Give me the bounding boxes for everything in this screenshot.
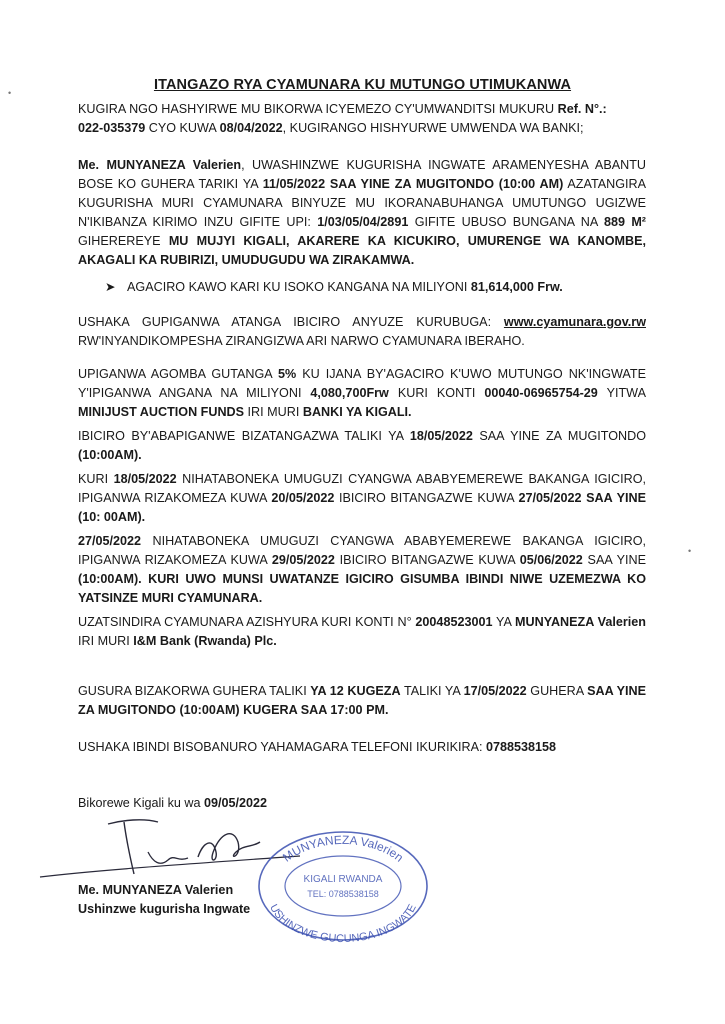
- deposit-amount: 4,080,700Frw: [310, 386, 389, 400]
- plot-area: 889 M²: [603, 215, 647, 229]
- text: KURI KONTI: [388, 386, 485, 400]
- text: YA: [492, 615, 516, 629]
- text: TALIKI YA: [400, 684, 464, 698]
- payment-account-number: 20048523001: [415, 615, 493, 629]
- scan-speck: •: [688, 546, 692, 556]
- text: KUGIRA NGO HASHYIRWE MU BIKORWA ICYEMEZO CY'UMWANDITSI MUKURU: [78, 102, 558, 116]
- paragraph-reference: [78, 100, 646, 138]
- text: YITWA: [597, 386, 646, 400]
- reference-label: Ref. N°.:: [557, 102, 607, 116]
- svg-text:MUNYANEZA Valerien: [280, 833, 406, 865]
- signoff-place: Bikorewe Kigali ku wa: [78, 796, 204, 810]
- payment-bank: I&M Bank (Rwanda) Plc.: [133, 634, 277, 648]
- text: KU IJANA BY'AGACIRO K'UWO MUTUNGO NK'INGWATE Y'IPIGANWA ANGANA NA MILIYONI: [78, 367, 646, 400]
- results-date: 18/05/2022: [409, 429, 473, 443]
- text: UZATSINDIRA CYAMUNARA AZISHYURA KURI KONTI N°: [78, 615, 416, 629]
- signer-block: [78, 881, 250, 919]
- text: RW'INYANDIKOMPESHA ZIRANGIZWA ARI NARWO CYAMUNARA IBERAHO.: [78, 334, 525, 348]
- official-stamp: [254, 826, 432, 944]
- stamp-top-text: MUNYANEZA Valerien: [280, 832, 407, 865]
- text: , KUGIRANGO HISHYURWE UMWENDA WA BANKI;: [282, 121, 584, 135]
- text: AZATANGIRA KUGURISHA MURI CYAMUNARA BINYUZE MU IKORANABUHANGA UMUTUNGO UGIZWE N'IKIBANZA KIRIMO INZU GIFITE UPI:: [78, 177, 646, 229]
- text: IBICIRO BITANGAZWE KUWA: [334, 491, 519, 505]
- stamp-bottom-text: USHINZWE GUCUNGA INGWATE: [267, 902, 419, 944]
- text: GIFITE UBUSO BUNGANA NA: [408, 215, 604, 229]
- visit-period: YA 12 KUGEZA: [310, 684, 401, 698]
- paragraph-deposit: [78, 365, 646, 422]
- start-datetime: 11/05/2022 SAA YINE ZA MUGITONDO (10:00 AM): [262, 177, 564, 191]
- deposit-account-name: MINIJUST AUCTION FUNDS: [78, 405, 245, 419]
- text: IRI MURI: [78, 634, 134, 648]
- arrow-bullet-icon: ➤: [105, 280, 116, 294]
- paragraph-bidding-site: [78, 313, 646, 351]
- signoff-date: 09/05/2022: [204, 796, 268, 810]
- paragraph-results-date: [78, 427, 646, 465]
- text: GUSURA BIZAKORWA GUHERA TALIKI: [78, 684, 311, 698]
- signer-role: Ushinzwe kugurisha Ingwate: [78, 902, 251, 916]
- upi-number: 1/03/05/04/2891: [317, 215, 409, 229]
- auction-website-link[interactable]: www.cyamunara.gov.rw: [503, 315, 646, 329]
- text: GUHERA: [526, 684, 588, 698]
- market-value: 81,614,000 Frw.: [470, 280, 563, 294]
- text: GIHEREREYE: [78, 234, 169, 248]
- deposit-percentage: 5%: [278, 367, 297, 381]
- date: 20/05/2022: [271, 491, 335, 505]
- text: USHAKA GUPIGANWA ATANGA IBICIRO ANYUZE KURUBUGA:: [78, 315, 504, 329]
- paragraph-visits: [78, 682, 646, 720]
- text: SAA YINE ZA MUGITONDO: [472, 429, 646, 443]
- date: 27/05/2022 SAA YINE (10: 00AM).: [78, 491, 646, 524]
- deposit-account-number: 00040-06965754-29: [484, 386, 598, 400]
- date: 18/05/2022: [113, 472, 177, 486]
- signer-name: Me. MUNYANEZA Valerien: [78, 883, 234, 897]
- visit-hours: SAA YINE ZA MUGITONDO (10:00AM) KUGERA SAA 17:00 PM.: [78, 684, 646, 717]
- date: 27/05/2022: [78, 534, 142, 548]
- text: IRI MURI: [244, 405, 303, 419]
- text: NIHATABONEKA UMUGUZI CYANGWA ABABYEMEREWE BAKANGA IGICIRO, IPIGANWA RIZAKOMEZA KUWA: [78, 534, 646, 567]
- payee-name: MUNYANEZA Valerien: [515, 615, 646, 629]
- text: KURI: [78, 472, 114, 486]
- reference-number: 022-035379: [78, 121, 146, 135]
- svg-text:USHINZWE GUCUNGA INGWATE: [267, 902, 419, 944]
- decision-date: 08/04/2022: [219, 121, 283, 135]
- text: , UWASHINZWE KUGURISHA INGWATE ARAMENYESHA ABANTU BOSE KO GUHERA TARIKI YA: [78, 158, 647, 191]
- text: AGACIRO KAWO KARI KU ISOKO KANGANA NA MILIYONI: [127, 280, 471, 294]
- paragraph-second-round: [78, 470, 646, 527]
- winner-statement: KURI UWO MUNSI UWATANZE IGICIRO GISUMBA IBINDI NIWE UZEMEZWA KO YATSINZE MURI CYAMUNARA.: [78, 572, 646, 605]
- paragraph-third-round: [78, 532, 646, 608]
- date: 05/06/2022: [519, 553, 583, 567]
- text: IBICIRO BY'ABAPIGANWE BIZATANGAZWA TALIKI YA: [78, 429, 410, 443]
- date: 29/05/2022: [271, 553, 335, 567]
- text: NIHATABONEKA UMUGUZI CYANGWA ABABYEMEREWE BAKANGA IGICIRO, IPIGANWA RIZAKOMEZA KUWA: [78, 472, 647, 505]
- deposit-bank: BANKI YA KIGALI.: [302, 405, 412, 419]
- scan-speck: •: [8, 88, 12, 98]
- paragraph-contact: [78, 738, 646, 757]
- text: IBICIRO BITANGAZWE KUWA: [334, 553, 520, 567]
- paragraph-payment: [78, 613, 646, 651]
- stamp-phone: TEL: 0788538158: [307, 889, 379, 899]
- text: SAA YINE: [582, 553, 646, 567]
- date: 17/05/2022: [463, 684, 527, 698]
- document-title: ITANGAZO RYA CYAMUNARA KU MUTUNGO UTIMUKANWA: [153, 77, 572, 93]
- text: CYO KUWA: [145, 121, 220, 135]
- auctioneer-name: Me. MUNYANEZA Valerien: [78, 158, 242, 172]
- contact-phone: 0788538158: [486, 740, 557, 754]
- results-time: (10:00AM).: [78, 448, 142, 462]
- stamp-city: KIGALI RWANDA: [303, 874, 383, 885]
- bullet-market-value: [105, 278, 645, 297]
- text: USHAKA IBINDI BISOBANURO YAHAMAGARA TELEFONI IKURIKIRA:: [78, 740, 486, 754]
- text: UPIGANWA AGOMBA GUTANGA: [78, 367, 278, 381]
- property-location: MU MUJYI KIGALI, AKARERE KA KICUKIRO, UMURENGE WA KANOMBE, AKAGALI KA RUBIRIZI, UMUDUGUDU WA ZIRAKAMWA.: [78, 234, 647, 267]
- signoff-line: [78, 794, 267, 813]
- paragraph-announcement: [78, 156, 646, 270]
- time: (10:00AM).: [78, 572, 142, 586]
